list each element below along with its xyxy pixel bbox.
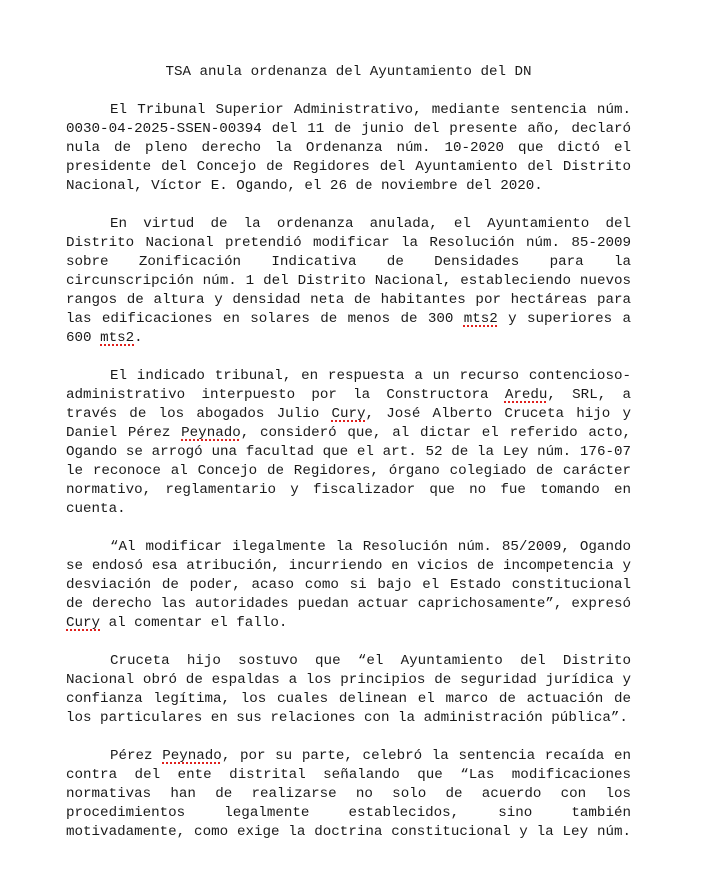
misspelled-word[interactable]: Peynado [181, 425, 241, 441]
document-body [66, 101, 631, 842]
text-line: Daniel Pérez Peynado, consideró que, al dictar el referido acto, [66, 425, 631, 441]
document-page [66, 63, 631, 861]
text-line: Cury al comentar el fallo. [66, 615, 288, 631]
text-line: presidente del Concejo de Regidores del Ayuntamiento del Distrito [66, 159, 631, 175]
text-line: En virtud de la ordenanza anulada, el Ayuntamiento del [110, 216, 631, 232]
document-title: TSA anula ordenanza del Ayuntamiento del DN [165, 64, 532, 80]
text-line: Nacional, Víctor E. Ogando, el 26 de noviembre del 2020. [66, 178, 543, 194]
text-line: cuenta. [66, 501, 126, 517]
paragraph [66, 652, 631, 728]
text-line: confianza legítima, los cuales delinean el marco de actuación de [66, 691, 631, 707]
text-line: normativas han de realizarse no solo de acuerdo con los [66, 786, 631, 802]
text-line: 600 mts2. [66, 330, 143, 346]
text-line: circunscripción núm. 1 del Distrito Nacional, estableciendo nuevos [66, 273, 631, 289]
paragraph [66, 367, 631, 519]
text-line: rangos de altura y densidad neta de habitantes por hectáreas para [66, 292, 631, 308]
text-line: El Tribunal Superior Administrativo, mediante sentencia núm. [110, 102, 631, 118]
text-line: través de los abogados Julio Cury, José Alberto Cruceta hijo y [66, 406, 631, 422]
paragraph [66, 538, 631, 633]
text-line: El indicado tribunal, en respuesta a un recurso contencioso- [110, 368, 631, 384]
text-line: nula de pleno derecho la Ordenanza núm. 10-2020 que dictó el [66, 140, 631, 156]
text-line: motivadamente, como exige la doctrina constitucional y la Ley núm. [66, 824, 631, 840]
misspelled-word[interactable]: mts2 [100, 330, 135, 346]
text-line: contra del ente distrital señalando que “Las modificaciones [66, 767, 631, 783]
text-line: desviación de poder, acaso como si bajo el Estado constitucional [66, 577, 631, 593]
text-line: Distrito Nacional pretendió modificar la Resolución núm. 85-2009 [66, 235, 631, 251]
text-line: procedimientos legalmente establecidos, sino también [66, 805, 631, 821]
text-line: le reconoce al Concejo de Regidores, órgano colegiado de carácter [66, 463, 631, 479]
misspelled-word[interactable]: Cury [66, 615, 101, 631]
paragraph [66, 101, 631, 196]
text-line: las edificaciones en solares de menos de 300 mts2 y superiores a [66, 311, 632, 327]
text-line: sobre Zonificación Indicativa de Densidades para la [66, 254, 631, 270]
text-line: administrativo interpuesto por la Constructora Aredu, SRL, a [66, 387, 631, 403]
text-line: los particulares en sus relaciones con la administración pública”. [66, 710, 628, 726]
text-line: de derecho las autoridades puedan actuar caprichosamente”, expresó [66, 596, 631, 612]
text-line: “Al modificar ilegalmente la Resolución núm. 85/2009, Ogando [110, 539, 631, 555]
text-line: Pérez Peynado, por su parte, celebró la sentencia recaída en [110, 748, 631, 764]
misspelled-word[interactable]: Peynado [162, 748, 222, 764]
text-line: Ogando se arrogó una facultad que el art. 52 de la Ley núm. 176-07 [66, 444, 631, 460]
text-line: se endosó esa atribución, incurriendo en vicios de incompetencia y [66, 558, 631, 574]
paragraph [66, 747, 631, 842]
text-line: normativo, reglamentario y fiscalizador que no fue tomando en [66, 482, 631, 498]
misspelled-word[interactable]: Cury [331, 406, 366, 422]
text-line: Cruceta hijo sostuvo que “el Ayuntamiento del Distrito [110, 653, 631, 669]
misspelled-word[interactable]: mts2 [463, 311, 498, 327]
paragraph [66, 215, 631, 348]
misspelled-word[interactable]: Aredu [504, 387, 548, 403]
text-line: 0030-04-2025-SSEN-00394 del 11 de junio del presente año, declaró [66, 121, 631, 137]
text-line: Nacional obró de espaldas a los principios de seguridad jurídica y [66, 672, 631, 688]
